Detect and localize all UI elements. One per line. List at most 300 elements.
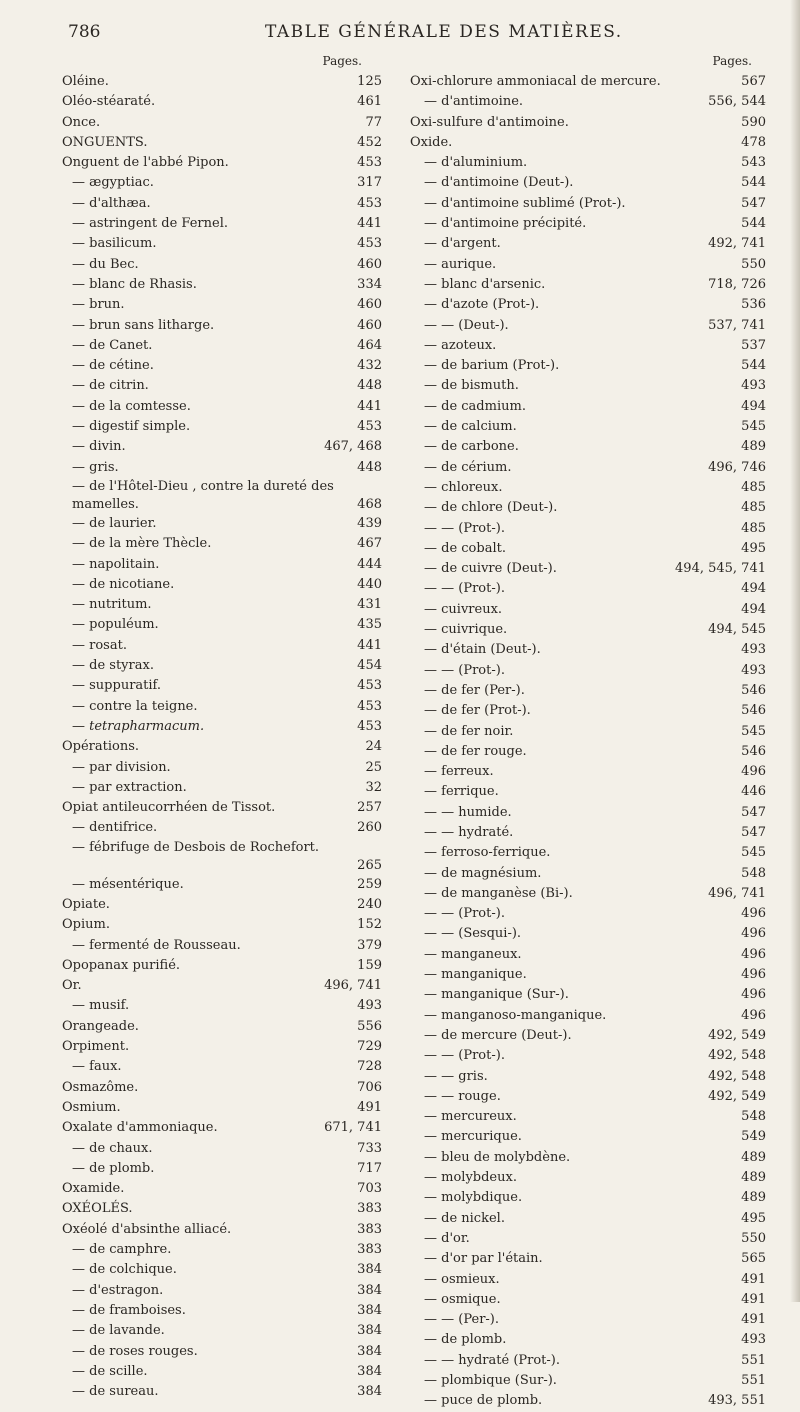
index-entry	[410, 722, 766, 742]
entry-term: Osmium.	[62, 1099, 121, 1115]
index-entry	[410, 843, 766, 863]
entry-pages: 729	[357, 1039, 382, 1055]
entry-pages: 467, 468	[324, 439, 382, 455]
index-entry	[62, 656, 382, 676]
entry-pages: 489	[741, 1170, 766, 1186]
index-entry	[62, 458, 382, 478]
index-entry	[62, 1240, 382, 1260]
index-entry	[410, 1229, 766, 1249]
entry-pages: 152	[357, 917, 382, 933]
entry-pages: 384	[357, 1282, 382, 1298]
entry-term: — manganeux.	[424, 946, 522, 962]
entry-term: — manganique.	[424, 967, 527, 983]
entry-pages: 379	[357, 937, 382, 953]
index-entry	[62, 595, 382, 615]
index-entry	[410, 924, 766, 944]
entry-term: — mercureux.	[424, 1109, 517, 1125]
entry-term: Onguent de l'abbé Pipon.	[62, 155, 229, 171]
index-entry	[62, 153, 382, 173]
entry-pages: 548	[741, 865, 766, 881]
entry-pages: 464	[357, 337, 382, 353]
entry-term: — de barium (Prot-).	[424, 358, 560, 374]
entry-term: — de colchique.	[72, 1262, 177, 1278]
index-entry	[410, 884, 766, 904]
index-entry	[410, 559, 766, 579]
index-entry	[410, 1107, 766, 1127]
index-entry	[62, 1362, 382, 1382]
entry-pages: 717	[357, 1160, 382, 1176]
entry-term: — de nicotiane.	[72, 576, 175, 592]
entry-term: ONGUENTS.	[62, 134, 148, 150]
index-entry	[62, 316, 382, 336]
index-entry	[410, 1351, 766, 1371]
right-entry-list	[410, 72, 766, 1412]
entry-term: — rosat.	[72, 637, 127, 653]
index-entry	[62, 697, 382, 717]
entry-term: — d'or par l'étain.	[424, 1251, 543, 1267]
entry-term: — de roses rouges.	[72, 1343, 198, 1359]
entry-term: — de laurier.	[72, 515, 157, 531]
entry-pages: 444	[357, 556, 382, 572]
entry-pages: 24	[365, 739, 382, 755]
entry-term: — d'antimoine sublimé (Prot-).	[424, 195, 626, 211]
entry-pages: 32	[365, 779, 382, 795]
entry-term: — — hydraté (Prot-).	[424, 1352, 560, 1368]
entry-pages: 491	[741, 1271, 766, 1287]
entry-term: — ægyptiac.	[72, 175, 154, 191]
entry-term: — blanc de Rhasis.	[72, 276, 197, 292]
entry-term: — chloreux.	[424, 479, 503, 495]
entry-pages: 317	[357, 175, 382, 191]
index-entry	[62, 214, 382, 234]
entry-term: — — (Per-).	[424, 1312, 500, 1328]
entry-pages: 492, 549	[708, 1088, 766, 1104]
entry-pages: 453	[357, 236, 382, 252]
entry-pages: 491	[357, 1099, 382, 1115]
index-entry	[62, 555, 382, 575]
index-entry	[410, 173, 766, 193]
index-entry	[410, 1249, 766, 1269]
entry-pages: 460	[357, 256, 382, 272]
index-entry	[62, 1321, 382, 1341]
index-entry	[62, 737, 382, 757]
entry-term: Opiat antileucorrhéen de Tissot.	[62, 800, 276, 816]
entry-term: Once.	[62, 114, 101, 130]
entry-pages: 551	[741, 1373, 766, 1388]
entry-term: — de cétine.	[72, 358, 154, 374]
entry-pages: 496	[741, 1007, 766, 1023]
entry-term: — de chlore (Deut-).	[424, 500, 558, 516]
pages-label-right: Pages.	[712, 54, 752, 68]
entry-term: — d'antimoine.	[424, 94, 524, 110]
entry-pages: 546	[741, 703, 766, 719]
entry-pages: 496	[741, 906, 766, 922]
index-entry	[62, 1382, 382, 1402]
entry-term: — napolitain.	[72, 556, 160, 572]
entry-term: — dentifrice.	[72, 820, 158, 836]
entry-term: — du Bec.	[72, 256, 139, 272]
index-entry	[410, 316, 766, 336]
entry-pages: 435	[357, 617, 382, 633]
entry-term: — — (Prot-).	[424, 520, 505, 536]
entry-term: — ferrique.	[424, 784, 499, 800]
index-entry	[410, 762, 766, 782]
entry-term: — de fer (Per-).	[424, 682, 525, 698]
index-entry	[410, 1330, 766, 1350]
index-entry	[62, 1342, 382, 1362]
entry-term: Orpiment.	[62, 1039, 130, 1055]
entry-pages: 259	[357, 876, 382, 892]
entry-term: — puce de plomb.	[424, 1393, 543, 1409]
index-entry	[410, 1391, 766, 1411]
entry-pages: 551	[741, 1352, 766, 1368]
entry-term: — d'althæa.	[72, 195, 151, 211]
entry-pages: 494, 545	[708, 622, 766, 638]
entry-pages: 485	[741, 500, 766, 516]
entry-term: — brun sans litharge.	[72, 317, 215, 333]
index-entry	[62, 636, 382, 656]
entry-pages: 77	[365, 114, 382, 130]
entry-pages: 384	[357, 1262, 382, 1278]
entry-pages: 453	[357, 678, 382, 694]
index-entry	[410, 864, 766, 884]
entry-pages: 547	[741, 824, 766, 840]
entry-pages: 383	[357, 1201, 382, 1217]
entry-pages: 556, 544	[708, 94, 766, 110]
entry-term: — d'aluminium.	[424, 155, 528, 171]
entry-pages: 383	[357, 1242, 382, 1258]
entry-pages: 671, 741	[324, 1120, 382, 1136]
entry-term: — aurique.	[424, 256, 497, 272]
entry-pages: 703	[357, 1181, 382, 1197]
index-entry	[62, 818, 382, 838]
index-entry	[410, 336, 766, 356]
entry-pages: 485	[741, 479, 766, 495]
entry-term: Oxide.	[410, 134, 453, 150]
index-entry	[62, 92, 382, 112]
entry-pages: 441	[357, 637, 382, 653]
entry-term: — blanc d'arsenic.	[424, 276, 546, 292]
entry-term: — de camphre.	[72, 1242, 172, 1258]
entry-pages: 441	[357, 216, 382, 232]
index-entry	[62, 1281, 382, 1301]
entry-pages: 25	[365, 759, 382, 775]
index-entry	[62, 1057, 382, 1077]
entry-term: — osmieux.	[424, 1271, 500, 1287]
entry-term: Orangeade.	[62, 1018, 139, 1034]
entry-term: Opiate.	[62, 896, 110, 912]
entry-term: — de styrax.	[72, 658, 154, 674]
entry-pages: 448	[357, 459, 382, 475]
entry-pages: 431	[357, 597, 382, 613]
entry-term: Opopanax purifié.	[62, 957, 181, 973]
index-entry	[410, 295, 766, 315]
entry-pages: 452	[357, 134, 382, 150]
index-entry	[410, 539, 766, 559]
index-entry	[62, 839, 382, 875]
entry-term: — manganique (Sur-).	[424, 987, 569, 1003]
entry-pages: 492, 549	[708, 1027, 766, 1043]
entry-term: — de fer (Prot-).	[424, 703, 531, 719]
entry-pages: 550	[741, 256, 766, 272]
entry-term: — d'azote (Prot-).	[424, 297, 540, 313]
entry-term: — de la comtesse.	[72, 398, 191, 414]
entry-pages: 446	[741, 784, 766, 800]
entry-pages: 496	[741, 764, 766, 780]
index-entry	[62, 956, 382, 976]
entry-pages: 496, 746	[708, 459, 766, 475]
entry-term: — suppuratif.	[72, 678, 162, 694]
entry-term: — — hydraté.	[424, 824, 514, 840]
index-entry	[62, 417, 382, 437]
entry-pages: 545	[741, 845, 766, 861]
index-entry	[62, 336, 382, 356]
entry-term: Oxi-sulfure d'antimoine.	[410, 114, 569, 130]
entry-pages: 492, 741	[708, 236, 766, 252]
index-entry	[410, 701, 766, 721]
index-entry	[62, 437, 382, 457]
entry-pages: 240	[357, 896, 382, 912]
entry-term: — de cadmium.	[424, 398, 526, 414]
index-entry	[410, 945, 766, 965]
entry-term: — bleu de molybdène.	[424, 1149, 571, 1165]
entry-term: — de framboises.	[72, 1302, 186, 1318]
index-entry	[410, 681, 766, 701]
entry-pages: 496, 741	[708, 885, 766, 901]
entry-term: — de citrin.	[72, 378, 149, 394]
entry-pages: 493	[741, 642, 766, 658]
entry-pages: 547	[741, 195, 766, 211]
entry-term: — — (Sesqui-).	[424, 926, 522, 942]
entry-term: — — (Prot-).	[424, 581, 505, 597]
index-entry	[410, 1310, 766, 1330]
entry-pages: 546	[741, 682, 766, 698]
index-entry	[62, 1159, 382, 1179]
index-entry	[62, 895, 382, 915]
right-column	[410, 54, 766, 1412]
entry-pages: 432	[357, 358, 382, 374]
entry-term: — azoteux.	[424, 337, 497, 353]
entry-pages: 493	[741, 378, 766, 394]
index-entry	[62, 534, 382, 554]
entry-term: — — (Prot-).	[424, 906, 505, 922]
entry-pages: 544	[741, 216, 766, 232]
index-entry	[62, 356, 382, 376]
entry-pages: 460	[357, 297, 382, 313]
index-entry	[62, 615, 382, 635]
index-entry	[62, 255, 382, 275]
index-entry	[410, 803, 766, 823]
index-entry	[62, 478, 382, 514]
entry-term: OXÉOLÉS.	[62, 1201, 133, 1217]
index-entry	[410, 458, 766, 478]
index-entry	[62, 514, 382, 534]
page-number: 786	[68, 22, 101, 42]
index-entry	[410, 1026, 766, 1046]
entry-pages: 567	[741, 74, 766, 89]
entry-term: — — (Deut-).	[424, 317, 509, 333]
entry-pages: 543	[741, 155, 766, 171]
entry-pages: 536	[741, 297, 766, 313]
index-entry	[410, 498, 766, 518]
entry-pages: 489	[741, 439, 766, 455]
entry-pages: 260	[357, 820, 382, 836]
index-entry	[410, 255, 766, 275]
entry-term: — de scille.	[72, 1363, 148, 1379]
index-entry	[410, 1371, 766, 1391]
index-entry	[62, 575, 382, 595]
index-entry	[62, 976, 382, 996]
entry-pages: 546	[741, 743, 766, 759]
entry-term: — de mercure (Deut-).	[424, 1027, 572, 1043]
index-entry	[410, 437, 766, 457]
entry-term: — mésentérique.	[72, 876, 184, 892]
entry-term: Oxéolé d'absinthe alliacé.	[62, 1221, 232, 1237]
entry-pages: 544	[741, 175, 766, 191]
index-entry	[62, 915, 382, 935]
entry-pages: 439	[357, 515, 382, 531]
index-entry	[62, 234, 382, 254]
entry-pages: 545	[741, 723, 766, 739]
left-column	[62, 54, 382, 1402]
index-entry	[410, 985, 766, 1005]
entry-pages: 383	[357, 1221, 382, 1237]
entry-term: — — (Prot-).	[424, 1048, 505, 1064]
index-entry	[62, 1179, 382, 1199]
entry-term: — divin.	[72, 439, 126, 455]
index-entry	[410, 1087, 766, 1107]
entry-pages: 489	[741, 1149, 766, 1165]
index-entry	[62, 1139, 382, 1159]
entry-term: — de nickel.	[424, 1210, 505, 1226]
entry-pages: 496, 741	[324, 978, 382, 994]
entry-pages: 453	[357, 155, 382, 171]
entry-pages: 496	[741, 987, 766, 1003]
entry-term: — — gris.	[424, 1068, 488, 1084]
entry-term: — fermenté de Rousseau.	[72, 937, 241, 953]
entry-pages: 265	[357, 857, 382, 873]
index-entry	[62, 72, 382, 92]
entry-term: — osmique.	[424, 1291, 501, 1307]
entry-pages: 489	[741, 1190, 766, 1206]
index-entry	[410, 214, 766, 234]
index-entry	[62, 1118, 382, 1138]
index-entry	[410, 661, 766, 681]
index-entry	[62, 194, 382, 214]
entry-pages: 460	[357, 317, 382, 333]
index-entry	[62, 758, 382, 778]
index-entry	[62, 397, 382, 417]
index-entry	[410, 234, 766, 254]
entry-term: — de Canet.	[72, 337, 153, 353]
index-entry	[62, 1260, 382, 1280]
index-entry	[410, 1046, 766, 1066]
entry-pages: 461	[357, 94, 382, 110]
entry-term: — — (Prot-).	[424, 662, 505, 678]
index-entry	[62, 1037, 382, 1057]
left-entry-list	[62, 72, 382, 1402]
entry-pages: 547	[741, 804, 766, 820]
index-entry	[410, 1188, 766, 1208]
index-entry	[410, 113, 766, 133]
entry-pages: 496	[741, 946, 766, 962]
entry-term: — — rouge.	[424, 1088, 501, 1104]
index-entry	[410, 600, 766, 620]
entry-term: — musif.	[72, 998, 130, 1014]
entry-pages: 384	[357, 1384, 382, 1400]
entry-pages: 334	[357, 276, 382, 292]
entry-pages: 485	[741, 520, 766, 536]
entry-pages: 453	[357, 698, 382, 714]
entry-pages: 733	[357, 1140, 382, 1156]
entry-pages: 492, 548	[708, 1068, 766, 1084]
index-entry	[410, 1290, 766, 1310]
entry-pages: 468	[357, 496, 382, 512]
entry-pages: 550	[741, 1230, 766, 1246]
entry-pages: 448	[357, 378, 382, 394]
page-header	[0, 22, 800, 52]
entry-term: — de calcium.	[424, 419, 517, 435]
entry-pages: 257	[357, 800, 382, 816]
entry-pages: 493	[741, 662, 766, 678]
index-entry	[410, 1148, 766, 1168]
entry-term: Opérations.	[62, 739, 140, 755]
entry-pages: 441	[357, 398, 382, 414]
entry-pages: 548	[741, 1109, 766, 1125]
entry-term: — brun.	[72, 297, 125, 313]
index-entry	[410, 640, 766, 660]
index-entry	[62, 1017, 382, 1037]
entry-term: — de chaux.	[72, 1140, 153, 1156]
entry-term: — cuivrique.	[424, 622, 508, 638]
entry-term: — de plomb.	[72, 1160, 155, 1176]
entry-term: Osmazôme.	[62, 1079, 139, 1095]
index-entry	[62, 1098, 382, 1118]
entry-pages: 537	[741, 337, 766, 353]
entry-pages: 478	[741, 134, 766, 150]
entry-term: Oxamide.	[62, 1181, 125, 1197]
entry-pages: 384	[357, 1302, 382, 1318]
entry-term: — — humide.	[424, 804, 512, 820]
index-entry	[62, 113, 382, 133]
entry-pages: 491	[741, 1291, 766, 1307]
index-entry	[410, 965, 766, 985]
index-entry	[62, 778, 382, 798]
entry-term: — nutritum.	[72, 597, 152, 613]
entry-term: — par extraction.	[72, 779, 187, 795]
running-title: TABLE GÉNÉRALE DES MATIÈRES.	[265, 22, 623, 42]
entry-term: — de bismuth.	[424, 378, 519, 394]
entry-term: — ferroso-ferrique.	[424, 845, 551, 861]
entry-term: — de cuivre (Deut-).	[424, 561, 557, 577]
entry-term: Oléo-stéaraté.	[62, 94, 156, 110]
index-entry	[62, 676, 382, 696]
index-entry	[62, 275, 382, 295]
entry-pages: 494	[741, 601, 766, 617]
entry-pages: 440	[357, 576, 382, 592]
entry-pages: 706	[357, 1079, 382, 1095]
entry-pages: 545	[741, 419, 766, 435]
entry-pages: 453	[357, 419, 382, 435]
index-entry	[410, 1270, 766, 1290]
entry-pages: 493, 551	[708, 1393, 766, 1409]
index-entry	[62, 295, 382, 315]
entry-pages: 467	[357, 536, 382, 552]
entry-term: — de la mère Thècle.	[72, 536, 212, 552]
index-entry	[62, 173, 382, 193]
entry-term: — cuivreux.	[424, 601, 503, 617]
entry-pages: 494	[741, 581, 766, 597]
